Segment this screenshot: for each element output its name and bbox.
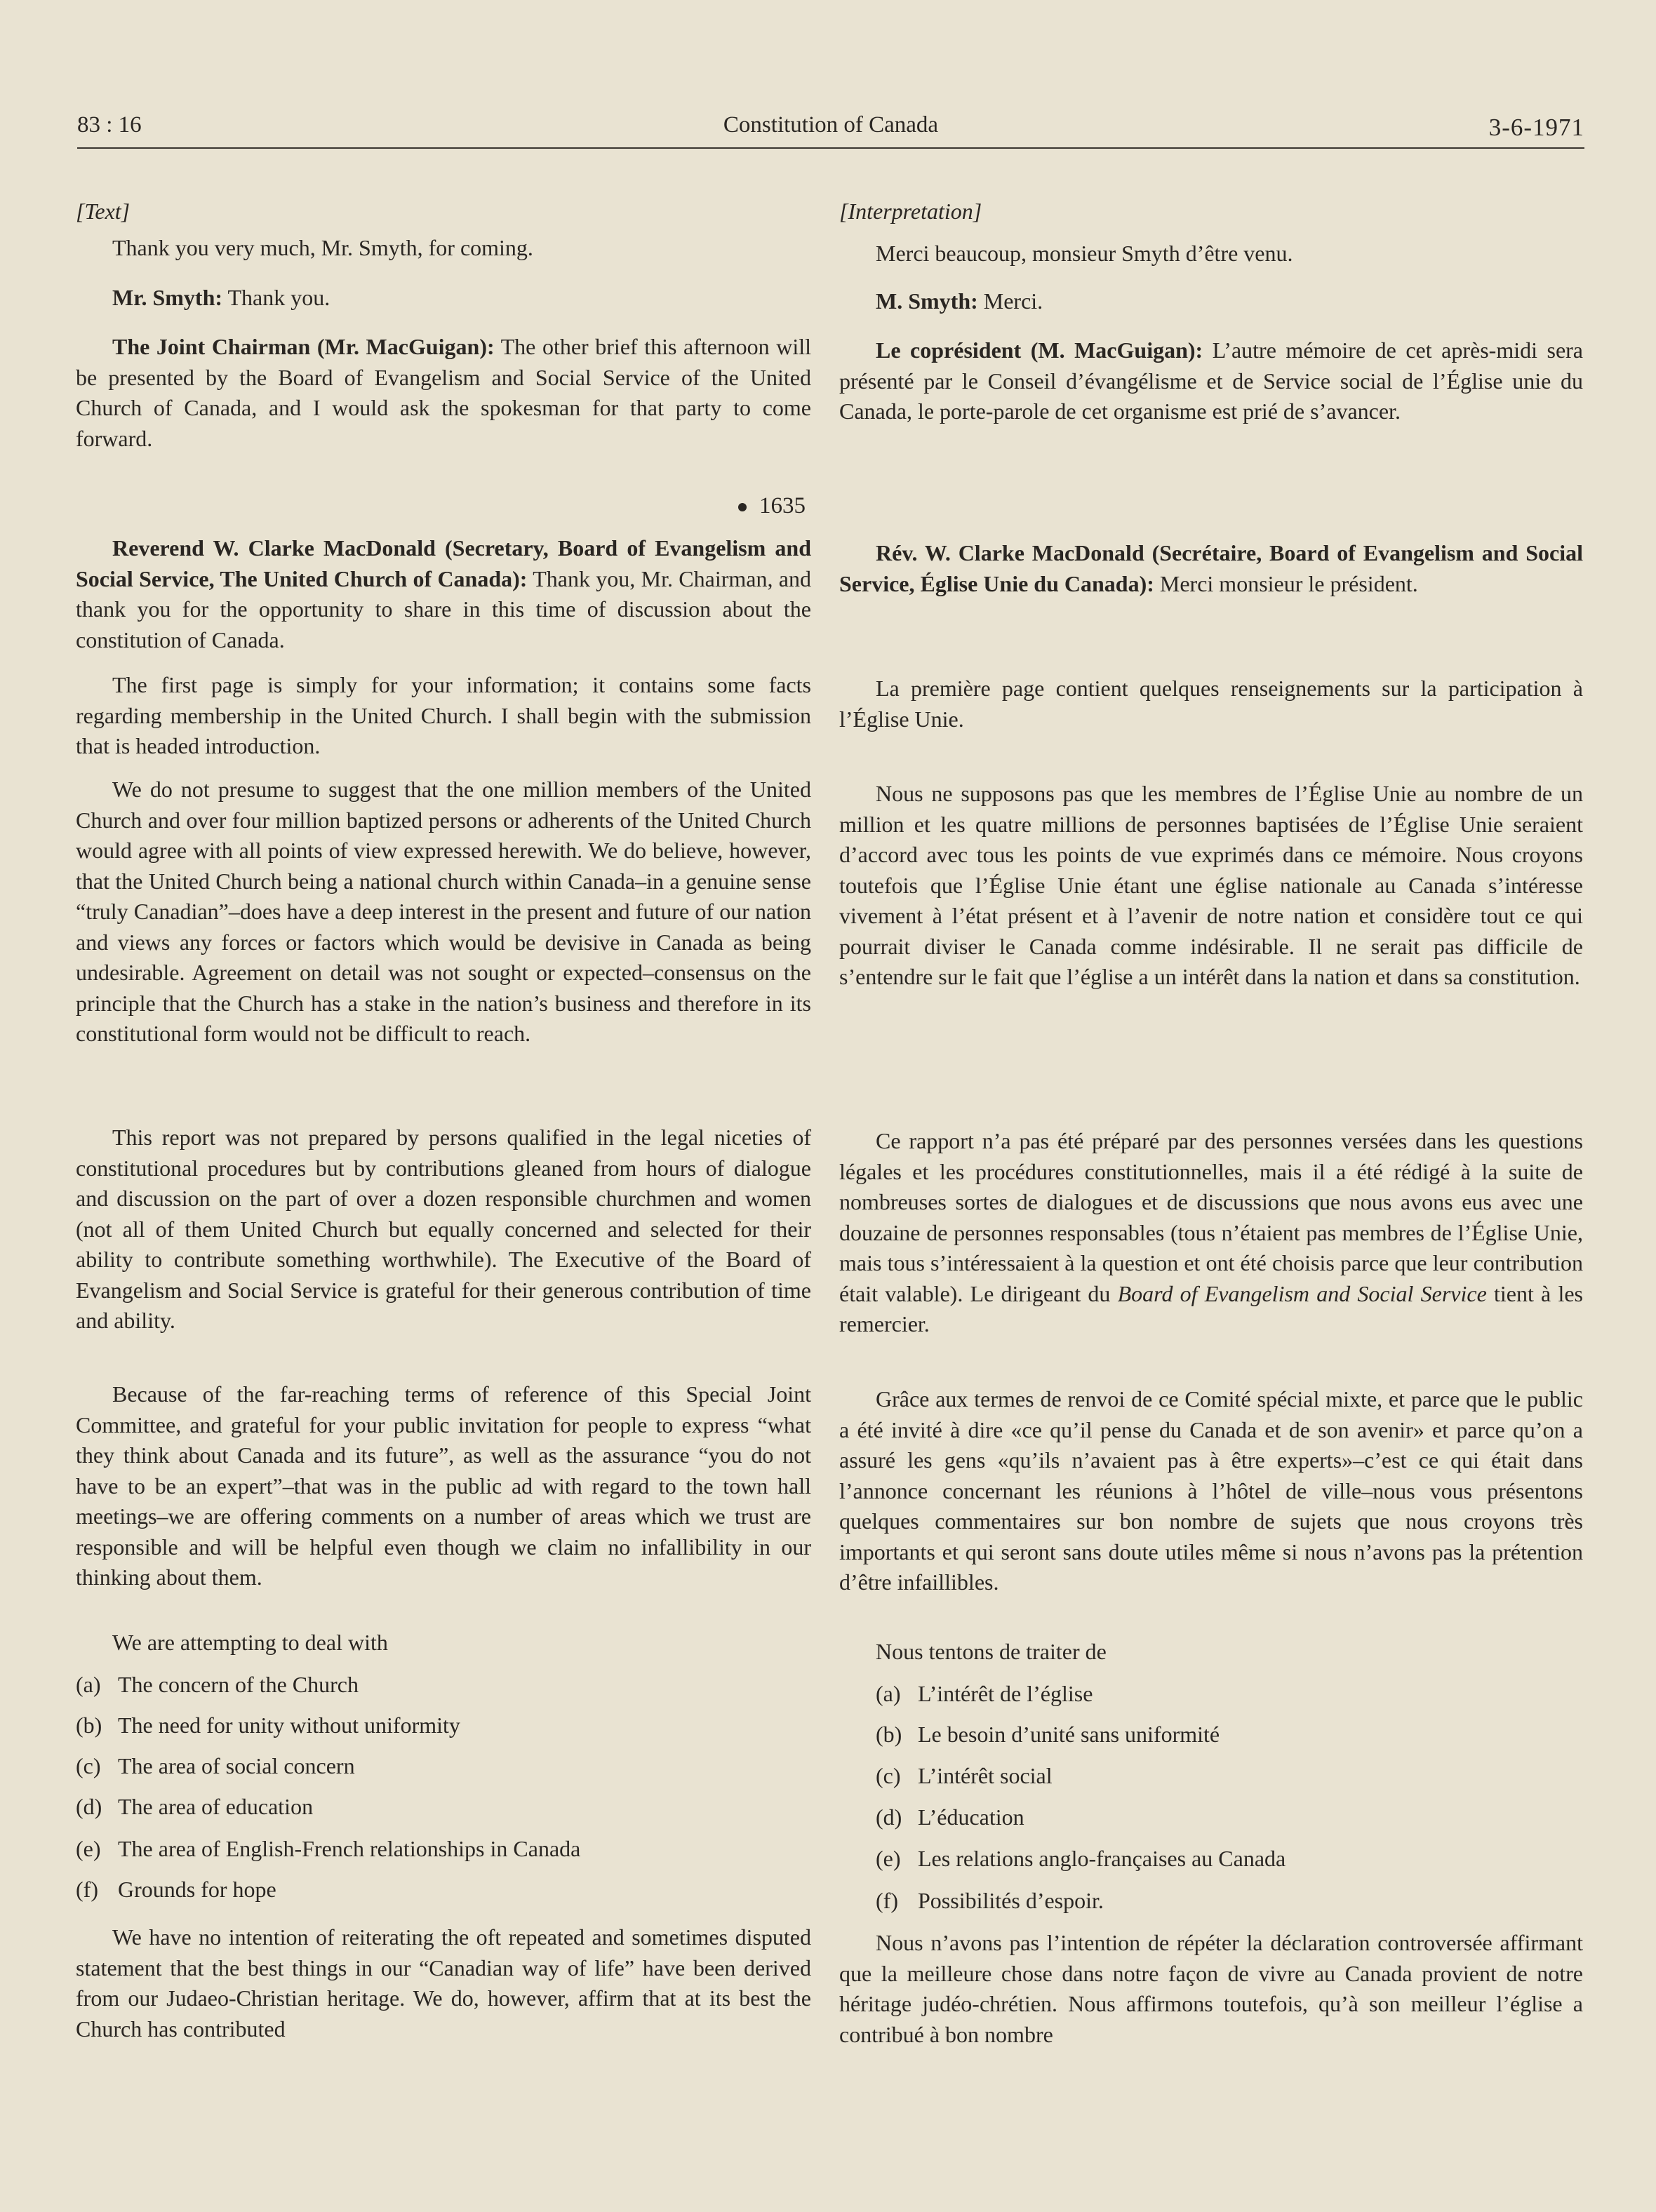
running-title: Constitution of Canada <box>723 112 939 138</box>
speaker-name: Le coprésident (M. MacGuigan): <box>876 337 1203 363</box>
list-item: (e) The area of English-French relationships in Canada <box>76 1836 581 1861</box>
paragraph: Ce rapport n’a pas été préparé par des personnes versées dans les questions légales et les procédures constitutionnelles, mais il a été rédigé à la suite de nombreuses sortes de dialogues et de discussions que nous avons eus avec une douzaine de personnes responsables (tous n’étaient pas membres de l’Église Unie, mais tous s’intéressaient à la question et ont été choisis parce que leur contribution était valable). Le dirigeant du Board of Evangelism and Social Service tient à les remercier. <box>839 1128 1584 1336</box>
paragraph: Nous tentons de traiter de <box>876 1639 1107 1664</box>
list-item: (e) Les relations anglo-françaises au Canada <box>876 1846 1286 1871</box>
paragraph: Thank you very much, Mr. Smyth, for coming. <box>112 235 533 260</box>
list-item: (f) Possibilités d’espoir. <box>876 1888 1104 1913</box>
speech-text: The other brief this afternoon will be presented by the Board of Evangelism and Social Service of the United Church of Canada, and I would ask the spokesman for that party to come forward. <box>76 334 812 451</box>
bullet-icon <box>738 503 747 511</box>
speaker-name: M. Smyth: <box>876 288 978 314</box>
speech-text: Merci. <box>977 288 1043 314</box>
list-item: (a) L’intérêt de l’église <box>876 1681 1093 1706</box>
interpretation-label: [Interpretation] <box>839 199 982 224</box>
text-label: [Text] <box>76 199 131 224</box>
list-item: (b) Le besoin d’unité sans uniformité <box>876 1722 1220 1747</box>
list-item: (d) L’éducation <box>876 1804 1024 1830</box>
paragraph: This report was not prepared by persons qualified in the legal niceties of constitutional procedures but by contributions gleaned from hours of dialogue and discussion on the part of over a dozen responsible churchmen and women (not all of them United Church but equally concerned and selected for their ability to contribute something worthwhile). The Executive of the Board of Evangelism and Social Service is grateful for their generous contribution of time and ability. <box>76 1125 811 1333</box>
list-item: (c) The area of social concern <box>76 1753 355 1778</box>
page-header <box>77 112 1584 149</box>
paragraph: The first page is simply for your information; it contains some facts regarding membership in the United Church. I shall begin with the submission that is headed introduction. <box>76 672 811 758</box>
speaker-name: Reverend W. Clarke MacDonald (Secretary, Board of Evangelism and Social Service, The United Church of Canada): <box>76 535 811 591</box>
list-item: (d) The area of education <box>76 1794 314 1819</box>
list-item: (b) The need for unity without uniformity <box>76 1712 460 1738</box>
paragraph: Nous n’avons pas l’intention de répéter la déclaration controversée affirmant que la meilleure chose dans notre façon de vivre au Canada provient de notre héritage judéo-chrétien. Nous affirmons toutefois, qu’à son meilleur l’église a contribué à bon nombre <box>839 1930 1583 2047</box>
paragraph <box>839 538 1583 599</box>
speech-text: Merci monsieur le président. <box>1154 570 1418 596</box>
speech-text: L’autre mémoire de cet après-midi sera présenté par le Conseil d’évangélisme et de Service social de l’Église unie du Canada, le porte-parole de cet organisme est prié de s’avancer. <box>839 337 1584 424</box>
list-item: (f) Grounds for hope <box>76 1877 276 1902</box>
paragraph: We have no intention of reiterating the oft repeated and sometimes disputed statement that the best things in our “Canadian way of life” have been derived from our Judaeo-Christian heritage. We do, however, affirm that at its best the Church has contributed <box>76 1924 811 2042</box>
paragraph <box>76 533 811 655</box>
paragraph: Nous ne supposons pas que les membres de l’Église Unie au nombre de un million et les quatre millions de personnes baptisées de l’Église Unie seraient d’accord avec tous les points de vue exprimés dans ce mémoire. Nous croyons toutefois que l’Église Unie étant une église nationale au Canada s’intéresse vivement à l’état présent et à l’avenir de notre nation et considère tout ce qui pourrait diviser le Canada comme indésirable. Il ne serait pas difficile de s’entendre sur le fait que l’église a un intérêt dans la nation et dans sa constitution. <box>839 781 1583 989</box>
paragraph <box>76 332 811 454</box>
speaker-name: Mr. Smyth: <box>112 285 223 310</box>
page-reference: 83 : 16 <box>77 112 142 138</box>
paragraph: We do not presume to suggest that the one million members of the United Church and over four million baptized persons or adherents of the United Church would agree with all points of view expressed herewith. We do believe, however, that the United Church being a national church within Canada–in a genuine sense “truly Canadian”–does have a deep interest in the present and future of our nation and views any forces or factors which would be devisive in Canada as being undesirable. Agreement on detail was not sought or expected–consensus on the principle that the Church has a stake in the nation’s business and therefore in its constitutional form would not be difficult to reach. <box>76 777 811 1046</box>
paragraph: Because of the far-reaching terms of reference of this Special Joint Committee, and grateful for your public invitation for people to express “what they think about Canada and its future”, as well as the assurance “you do not have to be an expert”–that was in the public ad with regard to the town hall meetings–we are offering comments on a number of areas which we trust are responsible and will be helpful even though we claim no infallibility in our thinking about them. <box>76 1381 811 1590</box>
paragraph <box>839 286 1583 317</box>
speech-text: Thank you, Mr. Chairman, and thank you for the opportunity to share in this time of discussion about the constitution of Canada. <box>76 565 812 652</box>
paragraph: Merci beaucoup, monsieur Smyth d’être venu. <box>876 241 1293 266</box>
header-date: 3-6-1971 <box>1488 114 1584 141</box>
paragraph: We are attempting to deal with <box>112 1630 388 1655</box>
paragraph: La première page contient quelques renseignements sur la participation à l’Église Unie. <box>839 676 1583 732</box>
time-marker: 1635 <box>738 491 806 522</box>
paragraph: Grâce aux termes de renvoi de ce Comité spécial mixte, et parce que le public a été invité à dire «ce qu’il pense du Canada et de son avenir» et parce qu’on a assuré les gens «qu’ils n’avaient pas à être experts»–c’est ce qui était dans l’annonce concernant les réunions à l’hôtel de ville–nous vous présentons quelques commentaires sur bon nombre de sujets que nous croyons très importants et qui seront sans doute utiles même si nous n’avons pas la prétention d’être infaillibles. <box>839 1386 1583 1595</box>
list-item: (a) The concern of the Church <box>76 1672 359 1697</box>
board-name: Board of Evangelism and Social Service <box>1117 1280 1487 1306</box>
speaker-name: Rév. W. Clarke MacDonald (Secrétaire, Board of Evangelism and Social Service, Église Unie du Canada): <box>839 540 1583 596</box>
speaker-name: The Joint Chairman (Mr. MacGuigan): <box>112 334 495 359</box>
paragraph <box>76 283 811 314</box>
paragraph <box>839 335 1583 427</box>
list-item: (c) L’intérêt social <box>876 1763 1053 1788</box>
speech-text: Thank you. <box>222 285 330 310</box>
